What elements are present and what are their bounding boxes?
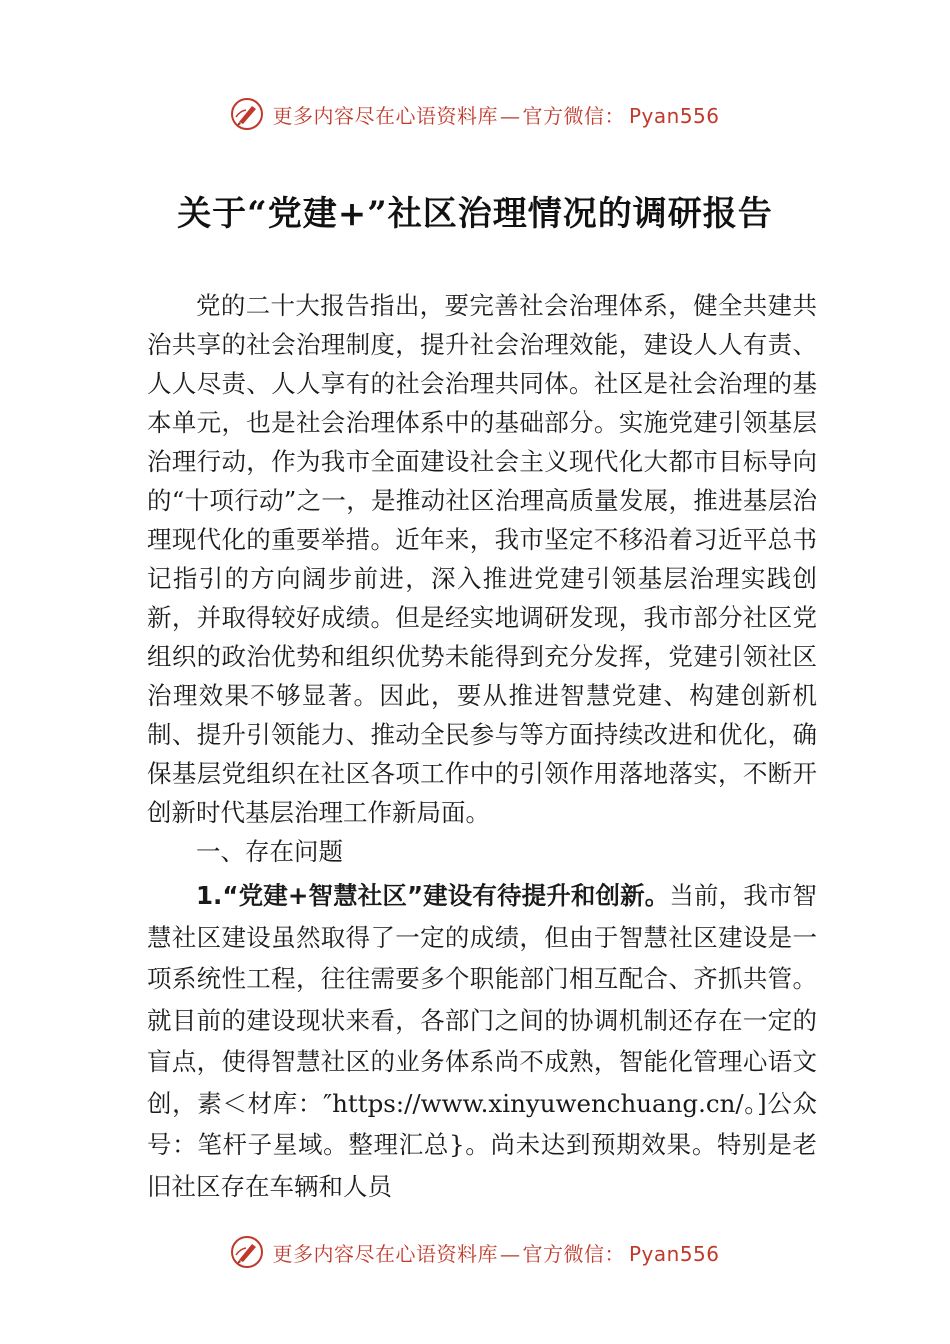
intro-paragraph: 党的二十大报告指出，要完善社会治理体系，健全共建共治共享的社会治理制度，提升社会治理效能，建设人人有责、人人尽责、人人享有的社会治理共同体。社区是社会治理的基本单元，也是社会治理体系中的基础部分。实施党建引领基层治理行动，作为我市全面建设社会主义现代化大都市目标导向的“十项行动”之一，是推动社区治理高质量发展，推进基层治理现代化的重要举措。近年来，我市坚定不移沿着习近平总书记指引的方向阔步前进，深入推进党建引领基层治理实践创新，并取得较好成绩。但是经实地调研发现，我市部分社区党组织的政治优势和组织优势未能得到充分发挥，党建引领社区治理效果不够显著。因此，要从推进智慧党建、构建创新机制、提升引领能力、推动全民参与等方面持续改进和优化，确保基层党组织在社区各项工作中的引领作用落地落实，不断开创新时代基层治理工作新局面。 (147, 291, 817, 827)
banner-dash: — (499, 1241, 521, 1266)
banner-wechat-label: 官方微信： (522, 1241, 625, 1266)
document-body (147, 286, 817, 1207)
banner-wechat-id: Pyan556 (628, 1241, 720, 1266)
item-1-lead: 1.“党建+智慧社区”建设有待提升和创新。 (196, 881, 670, 910)
pen-logo-icon (230, 1235, 264, 1269)
banner-main-text: 更多内容尽在心语资料库 (272, 1241, 498, 1266)
item-1-text: 当前，我市智慧社区建设虽然取得了一定的成绩，但由于智慧社区建设是一项系统性工程，往往需要多个职能部门相互配合、齐抓共管。就目前的建设现状来看，各部门之间的协调机制还存在一定的盲点，使得智慧社区的业务体系尚不成熟，智能化管理心语文创，素＜材库：″https://www.xinyuwenchuang.cn/。]公众号：笔杆子星域。整理汇总}。尚未达到预期效果。特别是老旧社区存在车辆和人员 (147, 881, 817, 1201)
banner-wechat-id: Pyan556 (628, 103, 720, 128)
item-1-paragraph (147, 875, 817, 1207)
banner-dash: — (499, 103, 521, 128)
document-title: 关于“党建+”社区治理情况的调研报告 (177, 194, 773, 234)
header-banner (0, 94, 950, 134)
pen-logo-icon (230, 97, 264, 131)
banner-main-text: 更多内容尽在心语资料库 (272, 103, 498, 128)
banner-wechat-label: 官方微信： (522, 103, 625, 128)
footer-banner (0, 1232, 950, 1272)
section-heading: 一、存在问题 (196, 837, 343, 866)
